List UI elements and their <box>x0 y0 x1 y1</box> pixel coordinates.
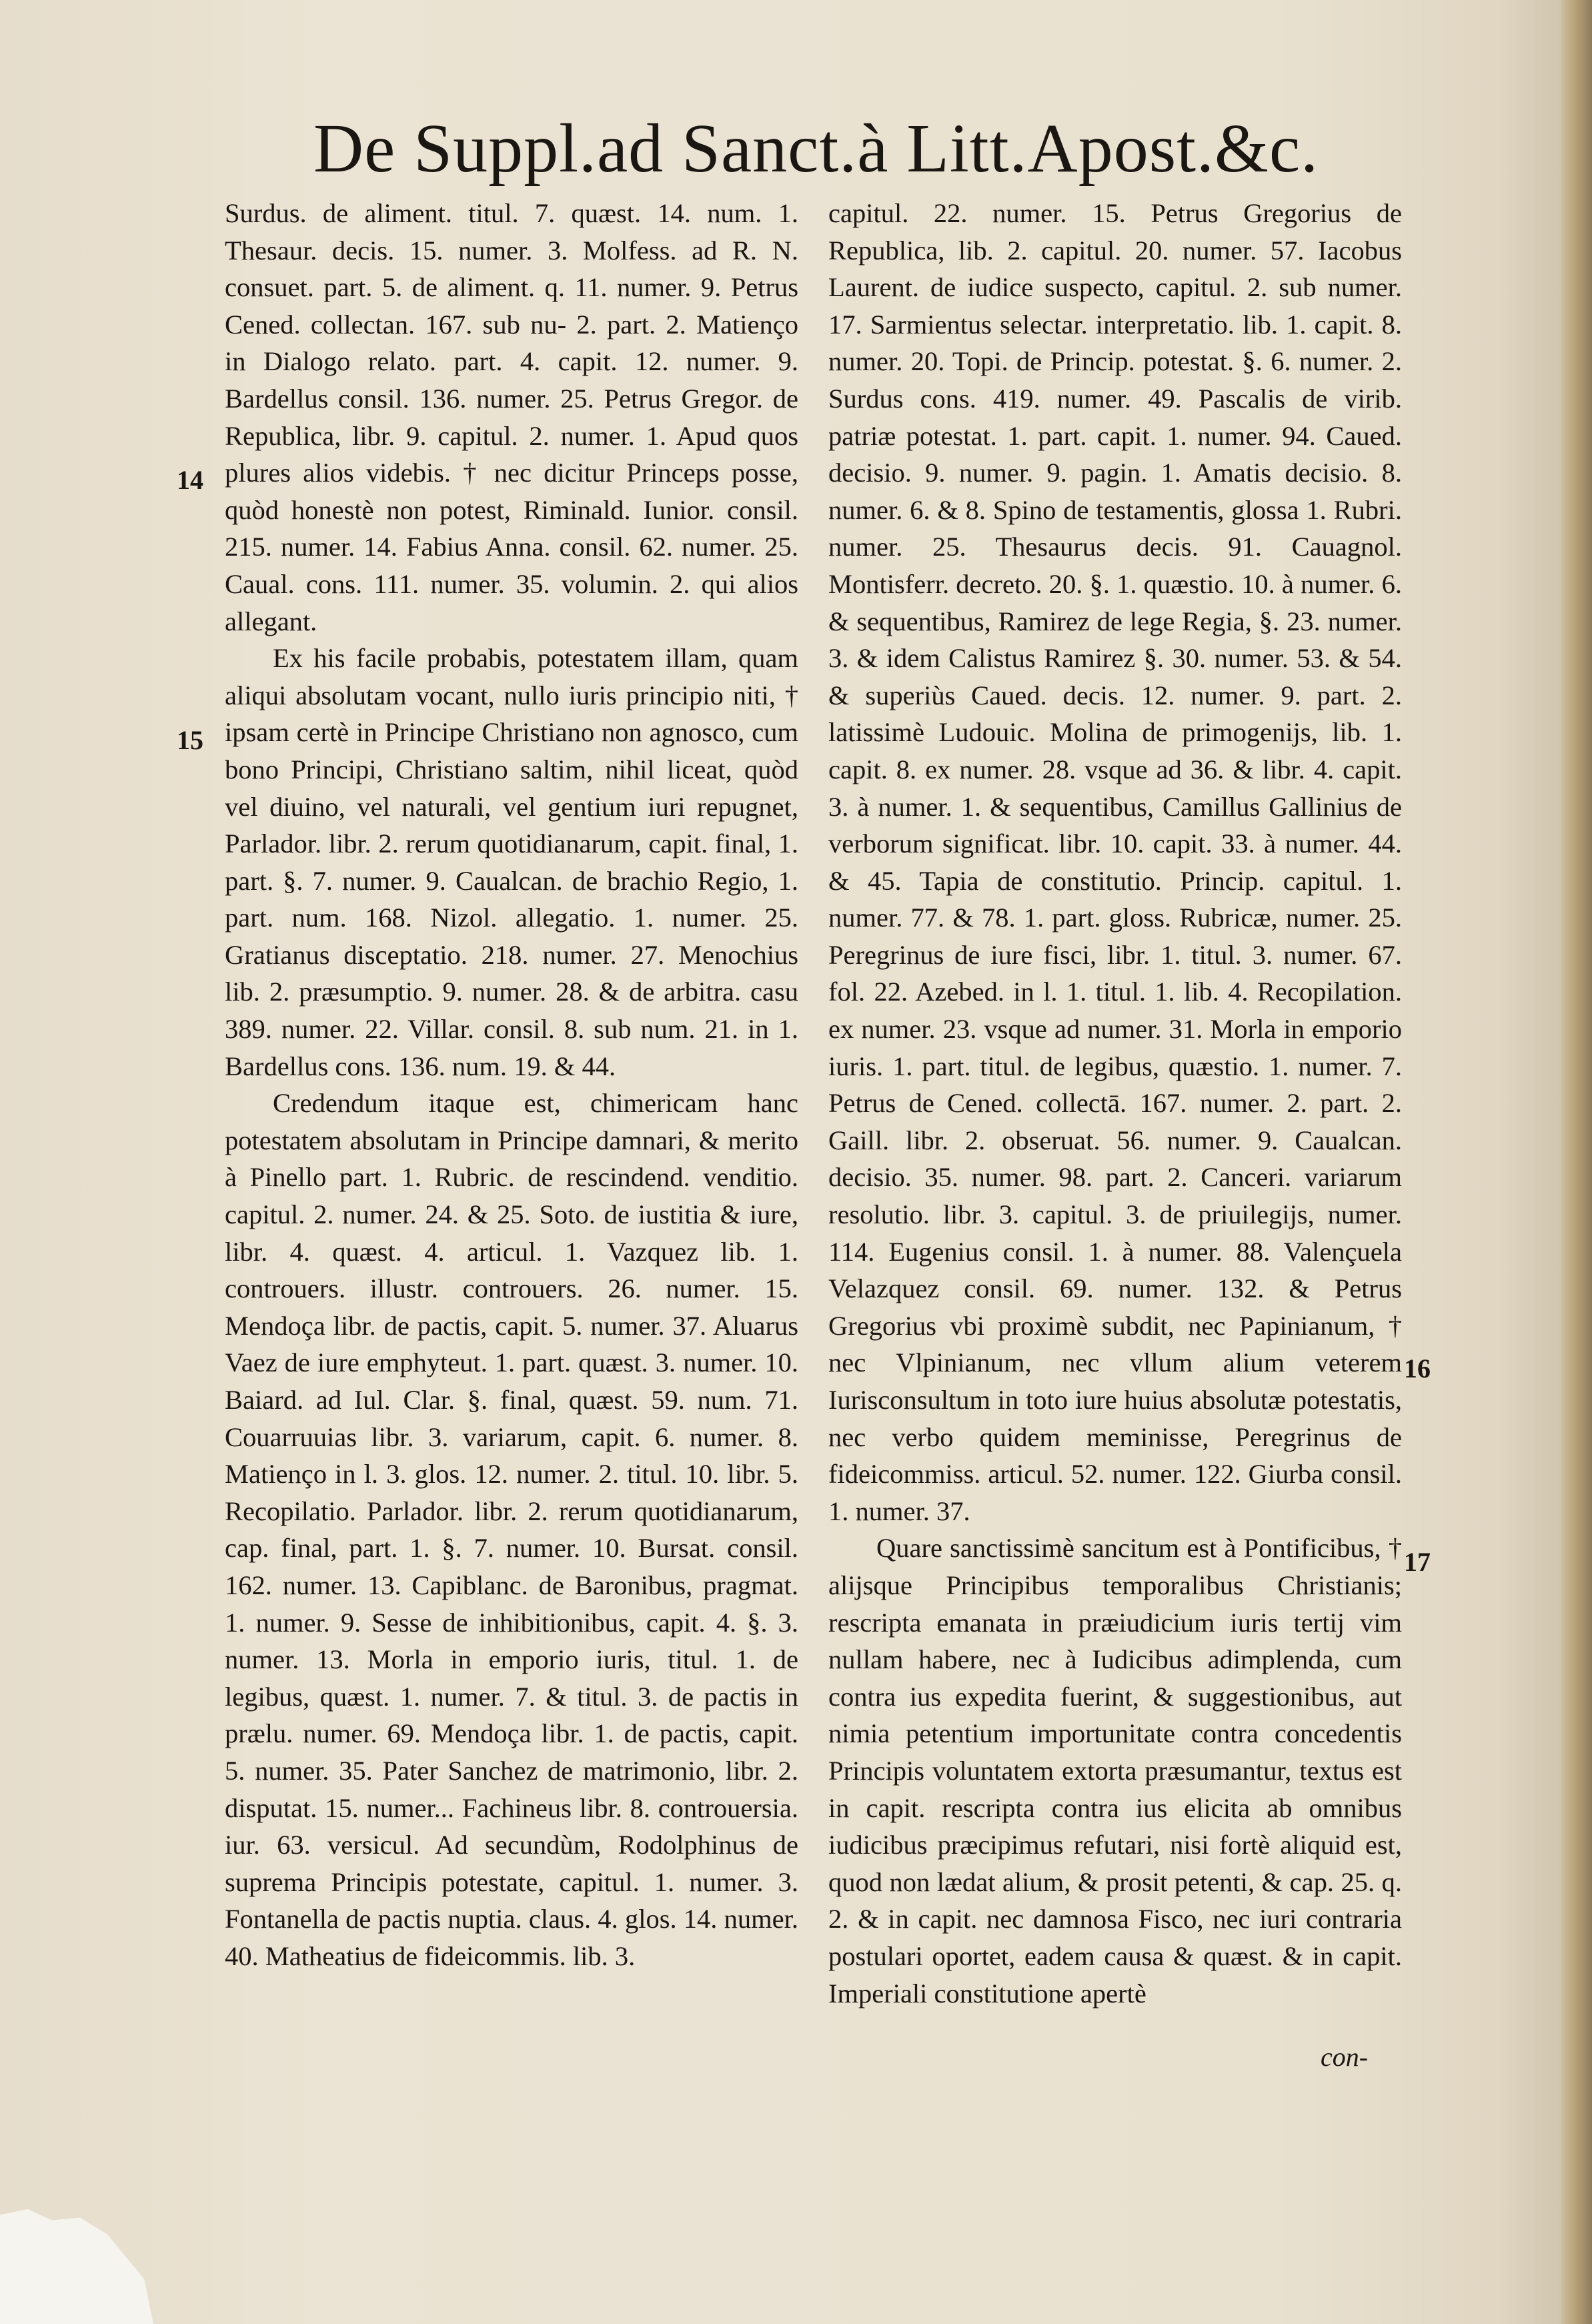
left-paragraph-3: Credendum itaque est, chimericam hanc potestatem absolutam in Principe damnari, & merito à Pinello part. 1. Rubric. de rescindend. venditio. capitul. 2. numer. 24. & 25. Soto. de iustitia & iure, libr. 4. quæst. 4. articul. 1. Vazquez lib. 1. controuers. illustr. controuers. 26. numer. 15. Mendoça libr. de pactis, capit. 5. numer. 37. Aluarus Vaez de iure emphyteut. 1. part. quæst. 3. numer. 10. Baiard. ad Iul. Clar. §. final, quæst. 59. num. 71. Couarruuias libr. 3. variarum, capit. 6. numer. 8. Matienço in l. 3. glos. 12. numer. 2. titul. 10. libr. 5. Recopilatio. Parlador. libr. 2. rerum quotidianarum, cap. final, part. 1. §. 7. numer. 10. Bursat. consil. 162. numer. 13. Capiblanc. de Baronibus, pragmat. 1. numer. 9. Sesse de inhibitionibus, capit. 4. §. 3. numer. 13. Morla in emporio iuris, titul. 1. de legibus, quæst. 1. numer. 7. & titul. 3. de pactis in prælu. numer. 69. Mendoça libr. 1. de pactis, capit. 5. numer. 35. Pater Sanchez de matrimonio, libr. 2. disputat. 15. numer... Fachineus libr. 8. controuersia. iur. 63. versicul. Ad secundùm, Rodolphinus de suprema Principis potestate, capitul. 1. numer. 3. Fontanella de pactis nuptia. claus. 4. glos. 14. numer. 40. Matheatius de fideicommis. lib. 3. <box>225 1088 798 1971</box>
left-paragraph-2: Ex his facile probabis, potestatem illam, quam aliqui absolutam vocant, nullo iuris principio niti, † ipsam certè in Principe Christiano non agnosco, cum bono Principi, Christiano saltim, nihil liceat, quòd vel diuino, vel naturali, vel gentium iuri repugnet, Parlador. libr. 2. rerum quotidianarum, capit. final, 1. part. §. 7. numer. 9. Caualcan. de brachio Regio, 1. part. num. 168. Nizol. allegatio. 1. numer. 25. Gratianus disceptatio. 218. numer. 27. Menochius lib. 2. præsumptio. 9. numer. 28. & de arbitra. casu 389. numer. 22. Villar. consil. 8. sub num. 21. in 1. Bardellus cons. 136. num. 19. & 44. <box>225 643 798 1081</box>
running-title: De Suppl.ad Sanct.à Litt.Apost.&c. <box>313 110 1319 187</box>
left-text-column <box>225 195 798 1975</box>
right-paragraph-2: Quare sanctissimè sancitum est à Pontificibus, † alijsque Principibus temporalibus Christianis; rescripta emanata in præiudicium iuris tertij vim nullam habere, nec à Iudicibus adimplenda, cum contra ius expedita fuerint, & suggestionibus, aut nimia petentium importunitate contra concedentis Principis voluntatem extorta præsumantur, textus est in capit. rescripta contra ius elicita ab omnibus iudicibus præcipimus refutari, nisi fortè aliquid est, quod non lædat alium, & prosit petenti, & cap. 25. q. 2. & in capit. nec damnosa Fisco, nec iuri contraria postulari oportet, eadem causa & quæst. & in capit. Imperiali constitutione apertè <box>828 1533 1402 2008</box>
left-paragraph-1: Surdus. de aliment. titul. 7. quæst. 14. num. 1. Thesaur. decis. 15. numer. 3. Molfess. ad R. N. consuet. part. 5. de aliment. q. 11. numer. 9. Petrus Cened. collectan. 167. sub nu- 2. part. 2. Matienço in Dialogo relato. part. 4. capit. 12. numer. 9. Bardellus consil. 136. numer. 25. Petrus Gregor. de Republica, libr. 9. capitul. 2. numer. 1. Apud quos plures alios videbis. † nec dicitur Princeps posse, quòd honestè non potest, Riminald. Iunior. consil. 215. numer. 14. Fabius Anna. consil. 62. numer. 25. Caual. cons. 111. numer. 35. volumin. 2. qui alios allegant. <box>225 198 798 636</box>
margin-number-15: 15 <box>177 725 203 755</box>
margin-number-17: 17 <box>1404 1547 1431 1577</box>
torn-page-corner <box>0 2184 153 2324</box>
margin-number-14: 14 <box>177 465 203 495</box>
margin-number-16: 16 <box>1404 1353 1431 1383</box>
book-binding-edge <box>1561 0 1592 2324</box>
right-text-column <box>828 195 1402 2012</box>
right-paragraph-1: capitul. 22. numer. 15. Petrus Gregorius de Republica, lib. 2. capitul. 20. numer. 57. Iacobus Laurent. de iudice suspecto, capitul. 2. sub numer. 17. Sarmientus selectar. interpretatio. lib. 1. capit. 8. numer. 20. Topi. de Princip. potestat. §. 6. numer. 2. Surdus cons. 419. numer. 49. Pascalis de virib. patriæ potestat. 1. part. capit. 1. numer. 94. Caued. decisio. 9. numer. 9. pagin. 1. Amatis decisio. 8. numer. 6. & 8. Spino de testamentis, glossa 1. Rubri. numer. 25. Thesaurus decis. 91. Cauagnol. Montisferr. decreto. 20. §. 1. quæstio. 10. à numer. 6. & sequentibus, Ramirez de lege Regia, §. 23. numer. 3. & idem Calistus Ramirez §. 30. numer. 53. & 54. & superiùs Caued. decis. 12. numer. 9. part. 2. latissimè Ludouic. Molina de primogenijs, lib. 1. capit. 8. ex numer. 28. vsque ad 36. & libr. 4. capit. 3. à numer. 1. & sequentibus, Camillus Gallinius de verborum significat. libr. 10. capit. 33. à numer. 44. & 45. Tapia de constitutio. Princip. capitul. 1. numer. 77. & 78. 1. part. gloss. Rubricæ, numer. 25. Peregrinus de iure fisci, libr. 1. titul. 3. numer. 67. fol. 22. Azebed. in l. 1. titul. 1. lib. 4. Recopilation. ex numer. 23. vsque ad numer. 31. Morla in emporio iuris. 1. part. titul. de legibus, quæstio. 1. numer. 7. Petrus de Cened. collectā. 167. numer. 2. part. 2. Gaill. libr. 2. obseruat. 56. numer. 9. Caualcan. decisio. 35. numer. 98. part. 2. Canceri. variarum resolutio. libr. 3. capitul. 3. de priuilegijs, numer. 114. Eugenius consil. 1. à numer. 88. Valençuela Velazquez consil. 69. numer. 132. & Petrus Gregorius vbi proximè subdit, nec Papinianum, † nec Vlpinianum, nec vllum alium veterem Iurisconsultum in toto iure huius absolutæ potestatis, nec verbo quidem meminisse, Peregrinus de fideicommiss. articul. 52. numer. 122. Giurba consil. 1. numer. 37. <box>828 198 1402 1526</box>
catchword: con- <box>1321 2042 1369 2072</box>
